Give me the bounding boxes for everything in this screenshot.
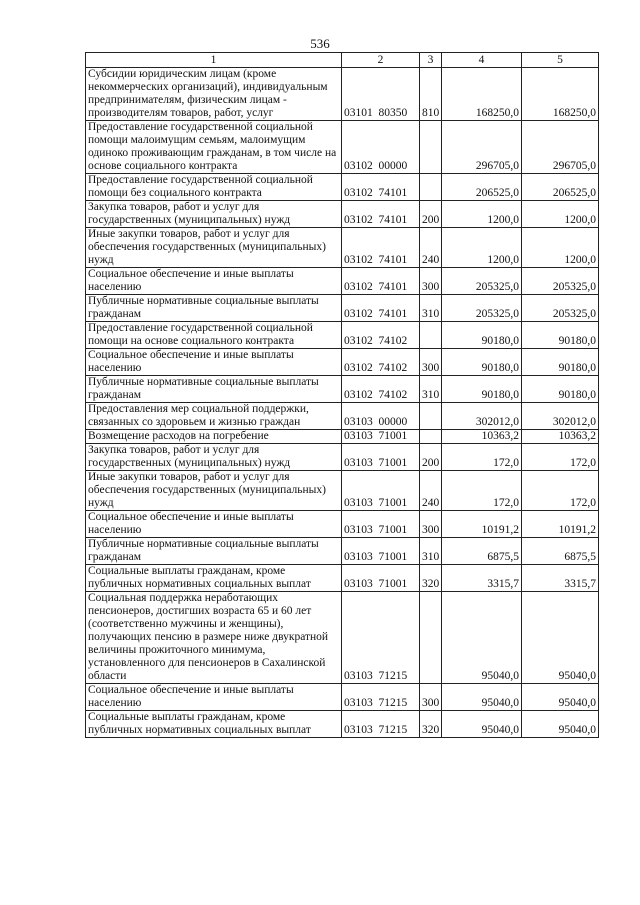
row-type-cell: 200 xyxy=(420,444,442,471)
row-type-cell xyxy=(420,174,442,201)
row-value-col5: 206525,0 xyxy=(522,174,599,201)
table-row xyxy=(86,228,599,268)
row-type-cell: 300 xyxy=(420,268,442,295)
row-value-col5: 205325,0 xyxy=(522,268,599,295)
row-value-col4: 10191,2 xyxy=(442,511,522,538)
row-value-col5: 90180,0 xyxy=(522,349,599,376)
row-value-col4: 10363,2 xyxy=(442,430,522,444)
row-code-cell: 03102 74101 xyxy=(342,174,420,201)
row-type-cell: 240 xyxy=(420,228,442,268)
row-value-col5: 296705,0 xyxy=(522,121,599,174)
row-name-cell: Социальное обеспечение и иные выплаты населению xyxy=(86,349,342,376)
table-row xyxy=(86,430,599,444)
row-code-cell: 03101 80350 xyxy=(342,68,420,121)
row-code-cell: 03103 71001 xyxy=(342,565,420,592)
row-value-col4: 90180,0 xyxy=(442,322,522,349)
row-value-col5: 95040,0 xyxy=(522,592,599,684)
header-cell: 2 xyxy=(342,53,420,68)
row-value-col5: 95040,0 xyxy=(522,684,599,711)
row-type-cell: 300 xyxy=(420,349,442,376)
row-name-cell: Закупка товаров, работ и услуг для государственных (муниципальных) нужд xyxy=(86,201,342,228)
row-code-cell: 03102 74101 xyxy=(342,228,420,268)
row-type-cell: 810 xyxy=(420,68,442,121)
header-row xyxy=(86,53,599,68)
row-value-col4: 206525,0 xyxy=(442,174,522,201)
row-code-cell: 03103 71215 xyxy=(342,684,420,711)
row-value-col4: 90180,0 xyxy=(442,349,522,376)
row-value-col4: 1200,0 xyxy=(442,228,522,268)
row-type-cell: 320 xyxy=(420,565,442,592)
row-value-col4: 302012,0 xyxy=(442,403,522,430)
row-value-col5: 168250,0 xyxy=(522,68,599,121)
row-value-col4: 172,0 xyxy=(442,471,522,511)
header-cell: 5 xyxy=(522,53,599,68)
row-type-cell xyxy=(420,430,442,444)
row-name-cell: Предоставления мер социальной поддержки, связанных со здоровьем и жизнью граждан xyxy=(86,403,342,430)
header-cell: 4 xyxy=(442,53,522,68)
row-name-cell: Иные закупки товаров, работ и услуг для обеспечения государственных (муниципальных) нужд xyxy=(86,471,342,511)
row-code-cell: 03103 00000 xyxy=(342,403,420,430)
row-type-cell: 310 xyxy=(420,376,442,403)
row-code-cell: 03103 71001 xyxy=(342,538,420,565)
table-row xyxy=(86,684,599,711)
row-value-col4: 95040,0 xyxy=(442,684,522,711)
table-row xyxy=(86,295,599,322)
row-value-col5: 95040,0 xyxy=(522,711,599,738)
row-value-col4: 296705,0 xyxy=(442,121,522,174)
row-code-cell: 03103 71001 xyxy=(342,430,420,444)
row-name-cell: Предоставление государственной социальной помощи без социального контракта xyxy=(86,174,342,201)
row-code-cell: 03102 74101 xyxy=(342,201,420,228)
table-body xyxy=(86,68,599,738)
row-value-col4: 205325,0 xyxy=(442,295,522,322)
row-name-cell: Публичные нормативные социальные выплаты гражданам xyxy=(86,376,342,403)
row-name-cell: Иные закупки товаров, работ и услуг для обеспечения государственных (муниципальных) нужд xyxy=(86,228,342,268)
row-value-col4: 95040,0 xyxy=(442,711,522,738)
row-name-cell: Субсидии юридическим лицам (кроме некоммерческих организаций), индивидуальным предпринимателям, физическим лицам - производителям товаров, работ, услуг xyxy=(86,68,342,121)
row-value-col4: 205325,0 xyxy=(442,268,522,295)
row-name-cell: Закупка товаров, работ и услуг для государственных (муниципальных) нужд xyxy=(86,444,342,471)
row-value-col5: 172,0 xyxy=(522,444,599,471)
row-value-col5: 10191,2 xyxy=(522,511,599,538)
row-value-col4: 6875,5 xyxy=(442,538,522,565)
row-value-col5: 1200,0 xyxy=(522,201,599,228)
row-name-cell: Социальная поддержка неработающих пенсионеров, достигших возраста 65 и 60 лет (соответственно мужчины и женщины), получающих пенсию в размере ниже двукратной величины прожиточного минимума, установленного для пенсионеров в Сахалинской области xyxy=(86,592,342,684)
row-name-cell: Социальные выплаты гражданам, кроме публичных нормативных социальных выплат xyxy=(86,711,342,738)
row-value-col5: 90180,0 xyxy=(522,322,599,349)
row-code-cell: 03102 74102 xyxy=(342,349,420,376)
budget-table xyxy=(85,52,599,738)
row-code-cell: 03103 71215 xyxy=(342,711,420,738)
row-value-col5: 3315,7 xyxy=(522,565,599,592)
table-row xyxy=(86,349,599,376)
row-name-cell: Публичные нормативные социальные выплаты гражданам xyxy=(86,295,342,322)
row-code-cell: 03102 00000 xyxy=(342,121,420,174)
page-number: 536 xyxy=(310,36,330,51)
table-row xyxy=(86,511,599,538)
row-name-cell: Социальное обеспечение и иные выплаты населению xyxy=(86,511,342,538)
row-type-cell xyxy=(420,121,442,174)
row-code-cell: 03102 74101 xyxy=(342,295,420,322)
row-value-col5: 10363,2 xyxy=(522,430,599,444)
table-row xyxy=(86,444,599,471)
row-code-cell: 03103 71001 xyxy=(342,444,420,471)
row-type-cell xyxy=(420,322,442,349)
row-code-cell: 03103 71215 xyxy=(342,592,420,684)
row-name-cell: Возмещение расходов на погребение xyxy=(86,430,342,444)
row-code-cell: 03102 74102 xyxy=(342,376,420,403)
row-name-cell: Предоставление государственной социальной помощи малоимущим семьям, малоимущим одиноко проживающим гражданам, в том числе на основе социального контракта xyxy=(86,121,342,174)
table-row xyxy=(86,538,599,565)
row-type-cell xyxy=(420,403,442,430)
row-code-cell: 03102 74102 xyxy=(342,322,420,349)
row-name-cell: Социальные выплаты гражданам, кроме публичных нормативных социальных выплат xyxy=(86,565,342,592)
row-value-col5: 6875,5 xyxy=(522,538,599,565)
row-value-col5: 172,0 xyxy=(522,471,599,511)
row-type-cell: 310 xyxy=(420,295,442,322)
table-row xyxy=(86,121,599,174)
row-name-cell: Публичные нормативные социальные выплаты гражданам xyxy=(86,538,342,565)
table-row xyxy=(86,376,599,403)
row-code-cell: 03103 71001 xyxy=(342,511,420,538)
table-row xyxy=(86,711,599,738)
row-value-col5: 205325,0 xyxy=(522,295,599,322)
row-value-col4: 95040,0 xyxy=(442,592,522,684)
row-code-cell: 03103 71001 xyxy=(342,471,420,511)
row-value-col4: 172,0 xyxy=(442,444,522,471)
table-row xyxy=(86,268,599,295)
row-value-col4: 1200,0 xyxy=(442,201,522,228)
table-row xyxy=(86,403,599,430)
row-type-cell: 200 xyxy=(420,201,442,228)
row-type-cell: 320 xyxy=(420,711,442,738)
table-row xyxy=(86,201,599,228)
row-code-cell: 03102 74101 xyxy=(342,268,420,295)
row-name-cell: Социальное обеспечение и иные выплаты населению xyxy=(86,268,342,295)
row-type-cell: 300 xyxy=(420,511,442,538)
row-type-cell: 300 xyxy=(420,684,442,711)
table-row xyxy=(86,174,599,201)
table-row xyxy=(86,471,599,511)
row-value-col4: 90180,0 xyxy=(442,376,522,403)
row-name-cell: Социальное обеспечение и иные выплаты населению xyxy=(86,684,342,711)
header-cell: 1 xyxy=(86,53,342,68)
row-type-cell: 310 xyxy=(420,538,442,565)
row-value-col5: 90180,0 xyxy=(522,376,599,403)
row-value-col5: 302012,0 xyxy=(522,403,599,430)
row-value-col5: 1200,0 xyxy=(522,228,599,268)
table-row xyxy=(86,68,599,121)
table-row xyxy=(86,565,599,592)
header-cell: 3 xyxy=(420,53,442,68)
row-type-cell xyxy=(420,592,442,684)
table-row xyxy=(86,322,599,349)
row-value-col4: 168250,0 xyxy=(442,68,522,121)
row-value-col4: 3315,7 xyxy=(442,565,522,592)
row-name-cell: Предоставление государственной социальной помощи на основе социального контракта xyxy=(86,322,342,349)
table-row xyxy=(86,592,599,684)
row-type-cell: 240 xyxy=(420,471,442,511)
